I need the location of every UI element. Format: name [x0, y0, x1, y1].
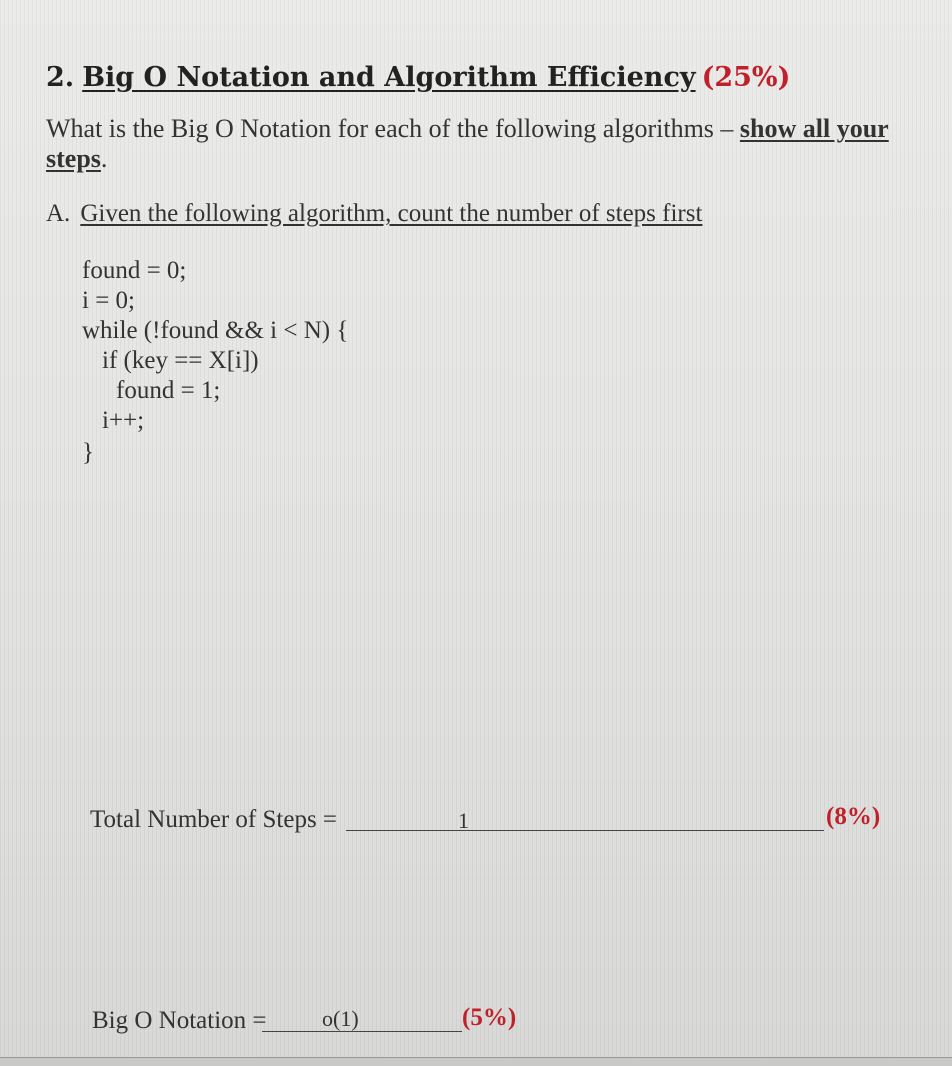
part-a-heading	[46, 200, 702, 228]
question-prompt	[46, 114, 916, 174]
bigo-answer-label: Big O Notation =	[92, 1007, 267, 1034]
steps-answer-line	[346, 830, 824, 831]
steps-answer-weight: (8%)	[826, 803, 881, 830]
code-line-7: }	[82, 439, 94, 466]
bigo-answer-line	[262, 1031, 462, 1032]
question-weight: (25%)	[701, 62, 791, 93]
bigo-answer-weight: (5%)	[462, 1004, 517, 1031]
code-line-2: i = 0;	[82, 287, 135, 314]
question-heading	[46, 62, 790, 93]
prompt-text: What is the Big O Notation for each of the following algorithms –	[46, 114, 740, 143]
code-line-3: while (!found && i < N) {	[82, 317, 349, 344]
code-line-5: found = 1;	[116, 377, 221, 404]
code-line-4: if (key == X[i])	[102, 347, 259, 374]
screen-bottom-edge	[0, 1057, 952, 1066]
prompt-emphasis: show all your steps	[46, 114, 889, 173]
code-line-1: found = 0;	[82, 257, 187, 284]
prompt-end: .	[100, 144, 108, 173]
bigo-answer-value: o(1)	[322, 1006, 359, 1031]
steps-answer-value: 1	[458, 808, 469, 833]
question-number: 2.	[46, 62, 75, 93]
question-title: Big O Notation and Algorithm Efficiency	[82, 62, 696, 93]
part-a-instruction: Given the following algorithm, count the number of steps first	[80, 200, 703, 227]
part-a-letter: A.	[46, 200, 71, 227]
steps-answer-label: Total Number of Steps =	[90, 806, 338, 833]
code-line-6: i++;	[102, 407, 145, 434]
